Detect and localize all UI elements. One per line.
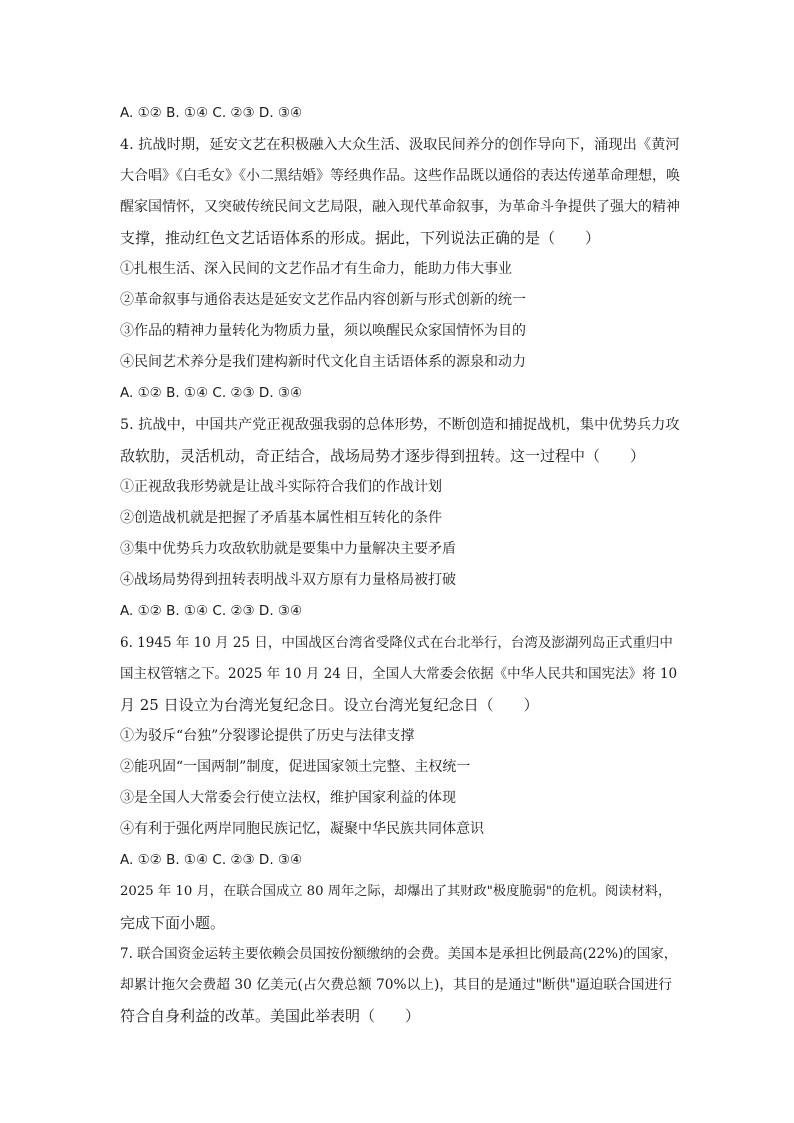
q4-statement-2: ②革命叙事与通俗表达是延安文艺作品内容创新与形式创新的统一 xyxy=(120,292,526,308)
q7-stem-line-2: 却累计拖欠会费超 30 亿美元(占欠费总额 70%以上)，其目的是通过"断供"逼迫联合国进行 xyxy=(120,977,673,993)
q4-stem-line-2: 大合唱》《白毛女》《小二黑结婚》等经典作品。这些作品既以通俗的表达传递革命理想，唤 xyxy=(120,168,680,184)
q5-statement-4: ④战场局势得到扭转表明战斗双方原有力量格局被打破 xyxy=(120,572,456,588)
q7-stem-line-3: 符合自身利益的改革。美国此举表明（ ） xyxy=(120,1007,421,1025)
q6-stem-line-3: 月 25 日设立为台湾光复纪念日。设立台湾光复纪念日（ ） xyxy=(120,696,539,714)
q4-statement-4: ④民间艺术养分是我们建构新时代文化自主话语体系的源泉和动力 xyxy=(120,354,526,370)
q4-stem-line-3: 醒家国情怀，又突破传统民间文艺局限，融入现代革命叙事，为革命斗争提供了强大的精神 xyxy=(120,199,680,215)
material-intro-line-1: 2025 年 10 月，在联合国成立 80 周年之际，却爆出了其财政"极度脆弱"的危机。阅读材料， xyxy=(120,884,672,899)
q6-statement-2: ②能巩固“一国两制”制度，促进国家领土完整、主权统一 xyxy=(120,759,471,775)
q7-stem-line-1: 7. 联合国资金运转主要依赖会员国按份额缴纳的会费。美国本是承担比例最高(22%)的国家， xyxy=(120,946,678,962)
q5-statement-2: ②创造战机就是把握了矛盾基本属性相互转化的条件 xyxy=(120,510,442,526)
q4-stem-line-4: 支撑，推动红色文艺话语体系的形成。据此，下列说法正确的是（ ） xyxy=(120,229,601,247)
q6-statement-3: ③是全国人大常委会行使立法权，维护国家利益的体现 xyxy=(120,790,456,806)
q6-statement-1: ①为驳斥“台独”分裂谬论提供了历史与法律支撑 xyxy=(120,728,415,744)
q5-stem-line-1: 5. 抗战中，中国共产党正视敌强我弱的总体形势，不断创造和捕捉战机，集中优势兵力攻 xyxy=(120,417,680,433)
q5-statement-3: ③集中优势兵力攻敌软肋就是要集中力量解决主要矛盾 xyxy=(120,541,456,557)
q4-stem-line-1: 4. 抗战时期，延安文艺在积极融入大众生活、汲取民间养分的创作导向下，涌现出《黄河 xyxy=(120,137,680,153)
q6-stem-line-2: 国主权管辖之下。2025 年 10 月 24 日，全国人大常委会依据《中华人民共和国宪法》将 10 xyxy=(120,666,678,682)
material-intro-line-2: 完成下面小题。 xyxy=(120,914,226,932)
q5-statement-1: ①正视敌我形势就是让战斗实际符合我们的作战计划 xyxy=(120,479,442,495)
q6-answer-choices: A. ①② B. ①④ C. ②③ D. ③④ xyxy=(120,852,303,868)
q4-statement-1: ①扎根生活、深入民间的文艺作品才有生命力，能助力伟大事业 xyxy=(120,261,512,277)
q6-stem-line-1: 6. 1945 年 10 月 25 日，中国战区台湾省受降仪式在台北举行，台湾及澎湖列岛正式重归中 xyxy=(120,635,673,651)
q6-statement-4: ④有利于强化两岸同胞民族记忆，凝聚中华民族共同体意识 xyxy=(120,821,484,837)
q3-answer-choices: A. ①② B. ①④ C. ②③ D. ③④ xyxy=(120,105,303,121)
q4-statement-3: ③作品的精神力量转化为物质力量，须以唤醒民众家国情怀为目的 xyxy=(120,323,526,339)
q4-answer-choices: A. ①② B. ①④ C. ②③ D. ③④ xyxy=(120,385,303,401)
q5-answer-choices: A. ①② B. ①④ C. ②③ D. ③④ xyxy=(120,603,303,619)
q5-stem-line-2: 敌软肋，灵活机动，奇正结合，战场局势才逐步得到扭转。这一过程中（ ） xyxy=(120,447,646,465)
